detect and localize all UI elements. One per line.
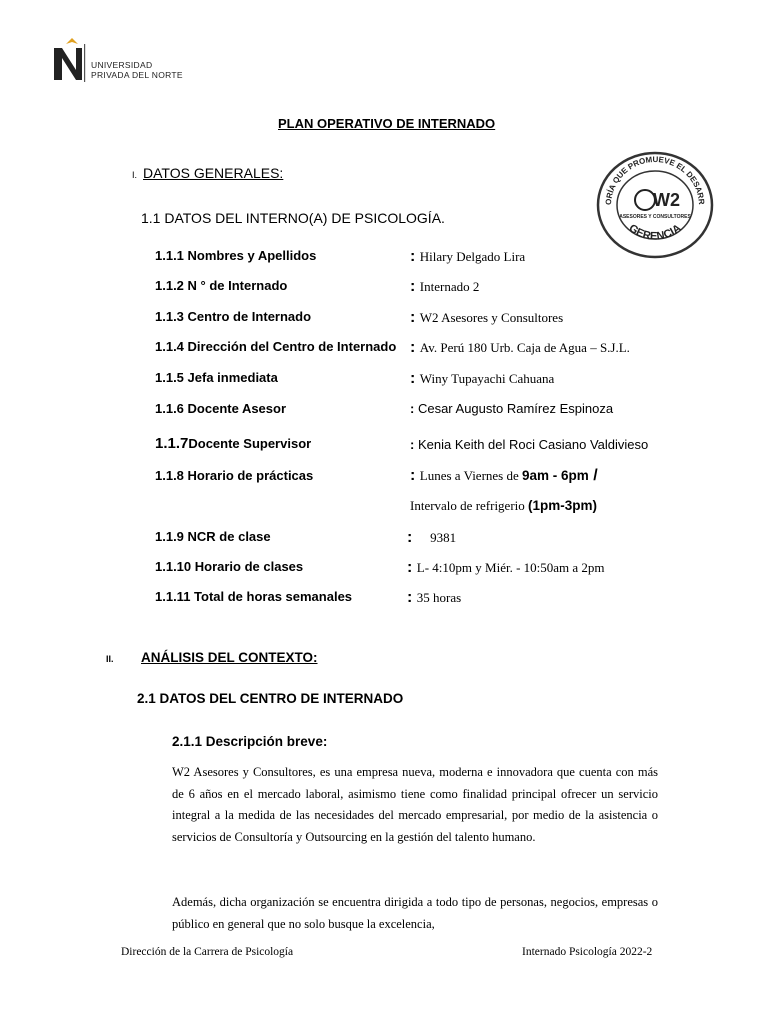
row-label-direccion: 1.1.4 Dirección del Centro de Internado xyxy=(155,339,397,354)
row-value-asesor: : Cesar Augusto Ramírez Espinoza xyxy=(410,401,614,416)
row-label-jefa: 1.1.5 Jefa inmediata xyxy=(155,370,278,385)
document-title: PLAN OPERATIVO DE INTERNADO xyxy=(278,116,496,131)
row-value-supervisor: : Kenia Keith del Roci Casiano Valdiviesо xyxy=(410,437,649,452)
section2-numeral: II. xyxy=(106,654,114,664)
section2-heading: ANÁLISIS DEL CONTEXTO: xyxy=(141,650,318,665)
row-value-centro: : W2 Asesores y Consultores xyxy=(410,309,564,326)
row-label-centro: 1.1.3 Centro de Internado xyxy=(155,309,312,324)
row-label-ncr: 1.1.9 NCR de clase xyxy=(155,529,271,544)
row-value-nombres: : Hilary Delgado Lira xyxy=(410,248,526,265)
row-value-horario-clases: : L- 4:10pm y Miér. - 10:50am a 2pm xyxy=(407,559,605,576)
university-name xyxy=(91,60,183,80)
row-value-jefa: : Winy Tupayachi Cahuana xyxy=(410,370,555,387)
section1-numeral: I. xyxy=(132,170,138,180)
section2-subheading: 2.1 DATOS DEL CENTRO DE INTERNADO xyxy=(137,691,404,706)
university-name-line1: UNIVERSIDAD xyxy=(91,60,153,70)
company-stamp xyxy=(595,150,715,260)
row-value-num-internado: : Internado 2 xyxy=(410,278,480,295)
upn-n-icon xyxy=(52,38,92,82)
footer-left: Dirección de la Carrera de Psicología xyxy=(121,946,294,958)
description-paragraph-1: W2 Asesores y Consultores, es una empresa nueva, moderna e innovadora que cuenta con más de 6 años en el mercado laboral, asimismo tiene como finalidad principal ofrecer un servicio integral a la medida de las necesidades del mercado empresarial, por medio de la asistencia o servicios de Consultoría y Outsourcing en la gestión del talento humano. xyxy=(172,765,658,844)
row-label-total-horas: 1.1.11 Total de horas semanales xyxy=(155,589,353,604)
row-label-horario-clases: 1.1.10 Horario de clases xyxy=(155,559,304,574)
row-value-direccion: : Av. Perú 180 Urb. Caja de Agua – S.J.L. xyxy=(410,339,630,356)
university-name-line2: PRIVADA DEL NORTE xyxy=(91,70,183,80)
row-value-horario-practicas: : Lunes a Viernes de 9am - 6pm / xyxy=(410,467,598,484)
row-value-total-horas: : 35 horas xyxy=(407,589,462,606)
section2-subsubheading: 2.1.1 Descripción breve: xyxy=(172,734,328,749)
row-label-horario-practicas: 1.1.8 Horario de prácticas xyxy=(155,468,314,483)
row-label-num-internado: 1.1.2 N ° de Internado xyxy=(155,278,288,293)
svg-text:ASESORÍA QUE PROMUEVE EL DESAR: ORÍA QUE PROMUEVE EL DESARR xyxy=(603,154,707,206)
row-label-nombres: 1.1.1 Nombres y Apellidos xyxy=(155,248,317,263)
row-value-refrigerio: Intervalo de refrigerio (1pm-3pm) xyxy=(410,498,598,513)
description-paragraph-2: Además, dicha organización se encuentra dirigida a todo tipo de personas, negocios, empresas o público en general que no solo busque la excelencia, xyxy=(172,895,658,931)
row-value-ncr: : 9381 xyxy=(407,529,457,546)
svg-text:ASESORES Y CONSULTORES: ASESORES Y CONSULTORES xyxy=(619,214,691,220)
row-label-asesor: 1.1.6 Docente Asesor xyxy=(155,401,287,416)
section1-heading: DATOS GENERALES: xyxy=(143,165,284,181)
svg-text:W2: W2 xyxy=(653,190,680,210)
svg-text:GERENCIA: GERENCIA xyxy=(626,222,684,243)
row-label-supervisor: 1.1.7Docente Supervisor xyxy=(155,435,312,452)
section1-subheading: 1.1 DATOS DEL INTERNO(A) DE PSICOLOGÍA. xyxy=(141,210,445,226)
footer-right: Internado Psicología 2022-2 xyxy=(522,946,653,958)
